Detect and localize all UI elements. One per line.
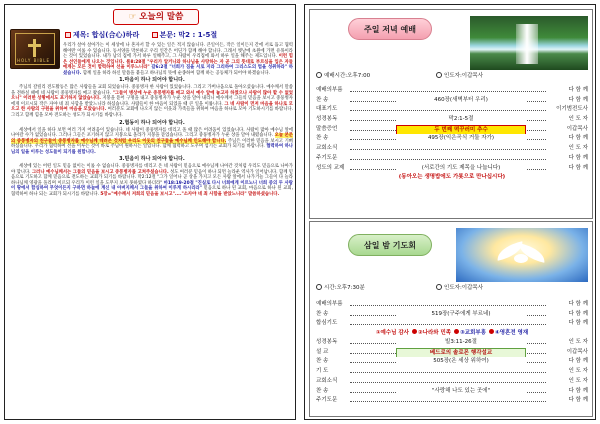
order-item-label: 찬 송 [316,135,329,142]
closing-note: (동아오는 생명밥에도 가룟으로 만나십시다) [398,174,506,181]
order-item-leader: 인 도 자 [567,377,588,387]
order-item-detail: "사랑해 나도 있는 곳에" [396,387,526,397]
sermon-reference: 제목: 합심(合心)하라 본문: 막2 : 1-5절 [65,30,291,41]
order-item-detail: 베드로의 솔로몬 행각설교 [396,348,526,358]
prayer-topic: ②나라와 민족 [417,330,452,337]
leader-dots [350,305,546,306]
order-row [316,396,588,406]
service-time-row: 예배시간:오후7:00 인도자:이갑목사 [316,72,588,81]
person-icon [436,284,442,290]
order-row [316,154,588,164]
sunday-order-list [316,86,588,182]
leader-dots [350,324,546,325]
order-row [316,144,588,154]
order-row [316,125,588,135]
order-item-leader: 다 함 께 [567,154,588,164]
person-icon [436,72,442,78]
sermon-body: 우리가 살아 살아가는 이 세상에 나 혼자서 할 수 있는 일은 적지 않습니다. 큰일이든, 작은 일이든지 간에 서로 돕고 협력해야만 이룰 수 있습니다. 동서양을 막론하고 우리 인간은 어딘가 함께 해야 합니다. 그래서 옛날에 초원에 가면 유목이라는 것이 있었습니다. 내가 남의 집에 가서 하루 일해주고, 그 사람이 우리집에 와서 하루 일을 해주는 제도입니다. 이런 힘은 선인들에게 나오는 것입니다. 롬8:28절 "우리가 알거니와 하나님을 사랑하는 자 곧 그의 뜻대로 부르심을 입은 자들에게는 모든 것이 합력하여 선을 이루느니라" 갈6:2절 "너희가 짐을 서로 지라 그리하여 그리스도의 법을 성취하라" 하셨습니다. 함께 일을 하라 하신 말씀을 붙들고 하나님의 뜻에 순종하여 함께 하는 공동체가 되어야 하겠습니다. 1.마음이 하나 되어야 합니다. 주님의 갈릴리 전도활동은 많은 사람들을 교회 되었습니다. 중풍병자 한 사람이 있었습니다. 그리고 가버나움으로 돌아오셨습니다. 예수께서 말씀을 전하실 때에 네 사람이 중풍병자를 메고 왔습니다. "그들이 병상에 누운 중풍병자를 메고 와서 예수 앞에 놓고자 하였으나 사람이 많아 할 수 없었으니" 이러한 상황에서도 포기하지 않았습니다. 지붕을 뜯어 구멍을 내고 중풍병자가 누운 상을 달아 내리니 예수께서 그들의 믿음을 보시고 중풍병자에게 이르시되 작은 자야 네 죄 사함을 받았느니라 하셨습니다. 사람들이 한 마음이 되었을 때 큰 일을 이룹니다. 그 네 사람이 먼저 마음을 하나로 모으고 한 사람의 구원을 위하여 마음을 모았습니다. 여러분도 교회에 나오지 않는 이웃과 가족들을 위하여 마음을 하나로 모아 기도하시기를 바랍니다. 그리고 함께 힘을 모아 전도하는 성도가 되시기를 바랍니다. 2.협동이 하나 되어야 합니다. 세상에서 일을 하다 보면 여러 가지 어려움이 있습니다. 네 사람이 중풍병자를 데리고 올 때 많은 어려움이 있었습니다. 사람이 많아 예수님 앞에 나아갈 수가 없었습니다. 그러나 그들은 포기하지 않고 지붕으로 올라가 지붕을 뜯었습니다. 그리고 중풍병자가 누운 상을 달아 내렸습니다. 오늘 본문의 중풍병자의 친구들이 중풍병자를 예수님께 데려온 것처럼 우리도 이웃의 친구들을 예수님께 인도해야 합니다. 주님은 이러한 믿음을 보시고 기뻐하셨습니다. 우리가 협력하여 선을 이루는 것이 바로 주님이 원하시는 일입니다. 함께 협력하고 도우며 섬기는 교회가 되기를 바랍니다. 협력하여 하나님의 일을 이루는 성도들이 되기를 원합니다. 3.믿음이 하나 되어야 합니다. 세상에 있는 어떤 일도 믿음 없이는 이룰 수 없습니다. 중풍병자를 데리고 온 네 사람이 믿음으로 예수님께 나아간 것처럼 우리도 믿음으로 나아가야 합니다. 그러나 예수님께서는 그들의 믿음을 보시고 중풍병자를 고쳐주셨습니다. 성도 여러분 믿음이 하나 되면 놀라운 역사가 일어납니다. 함께 믿음으로 기도하고 함께 믿음으로 전도하는 교회가 되기를 바랍니다. 막2:12절 "그가 일어나 곧 상을 가지고 모든 사람 앞에서 나가거늘 그들이 다 놀라 하나님께 영광을 돌리며 이르되 우리가 이런 일을 도무지 보지 못하였다 하더라" 마18:19-20절 "진실로 다시 너희에게 이르노니 너희 중의 두 사람이 땅에서 합심하여 무엇이든지 구하면 하늘에 계신 내 아버지께서 그들을 위하여 이루게 하시리라" 믿음으로 하나 된 교회, 마음으로 하나 된 교회, 협력하여 하나 되는 교회가 되시기를 바랍니다. 5장="예수께서 저희의 믿음을 보시고"...."소자야 네 죄 사함을 받았느니라" 말씀하셨습니다. [11,43,293,198]
order-item-leader: 다 함 께 [567,357,588,367]
order-item-leader: 다 함 께 [567,310,588,320]
prayer-topic: ①예수님 감사 [375,330,409,337]
order-row [316,357,588,367]
clock-icon [316,284,322,290]
order-item-leader: 다 함 께 [567,86,588,96]
order-item-label: 말씀증언 [316,125,338,132]
order-item-detail: (서로간의 기도 제목을 나눕니다) [396,164,526,174]
leader-dots [350,159,546,160]
order-item-label: 대표기도 [316,106,338,113]
order-row [316,134,588,144]
dove-photo [456,228,588,282]
order-item-leader: 이기범전도사 [554,105,588,115]
leader-dots [350,91,546,92]
order-item-label: 찬 송 [316,387,329,394]
order-item-label: 예배의부름 [316,87,343,93]
order-item-leader: 다 함 께 [567,96,588,106]
prayer-topics [316,329,588,338]
worship-order-page [304,4,596,420]
prayer-topic: ③교회부흥 [460,330,487,337]
order-row [316,96,588,106]
order-item-leader: 다 함 께 [567,300,588,310]
order-row [316,377,588,387]
leader-dots [350,382,546,383]
leader-dots [350,401,546,402]
sermon-title: ☞ 오늘의 말씀 [113,9,199,25]
order-row [316,310,588,320]
bible-book-icon: HOLY BIBLE [10,29,60,69]
order-item-leader: 이갑목사 [565,348,588,358]
wednesday-prayer-title: 삼일 밤 기도회 [348,234,432,256]
order-row [316,105,588,115]
order-item-detail: 빌3:11-26절 [396,338,526,348]
order-row [316,338,588,348]
order-item-leader: 이갑목사 [565,125,588,135]
order-row [316,319,588,329]
order-item-label: 주기도문 [316,154,338,161]
order-item-leader: 인 도 자 [567,338,588,348]
section-heading-1: 1.마음이 하나 되어야 합니다. [119,77,185,84]
order-row [316,367,588,377]
section-heading-2: 2.협동이 하나 되어야 합니다. [119,119,185,126]
order-item-detail: 460장(새벽부터 우리) [396,96,526,106]
order-item-label: 성경봉독 [316,116,338,123]
sunday-evening-title: 주일 저녁 예배 [348,18,432,40]
order-item-label: 찬 송 [316,358,329,365]
order-item-label: 기 도 [316,368,329,375]
order-item-leader: 인 도 자 [567,144,588,154]
order-item-detail: 495장(익은곡식 거둘 자가) [396,134,526,144]
order-item-leader: 인 도 자 [567,115,588,125]
order-item-detail: 막2:1-5절 [396,115,526,125]
order-item-label: 합심기도 [316,320,338,327]
order-item-detail: 505장(온 세상 위하여) [396,357,526,367]
order-item-label: 성경봉독 [316,339,338,346]
sermon-page [4,4,296,420]
order-row [316,115,588,125]
order-item-label: 교회소식 [316,145,338,152]
prayer-topic: ④영혼전 영재 [495,330,529,337]
order-row [316,348,588,358]
order-item-leader: 다 함 께 [567,134,588,144]
order-row [316,387,588,397]
wednesday-prayer-panel [309,221,593,417]
order-item-leader: 다 함 께 [567,164,588,174]
order-item-detail: 519장(구주에게 부르네) [396,310,526,320]
order-row [316,86,588,96]
order-item-label: 찬 송 [316,310,329,317]
order-item-label: 설 교 [316,348,329,355]
section-heading-3: 3.믿음이 하나 되어야 합니다. [119,156,185,163]
leader-dots [350,372,546,373]
order-item-label: 주기도문 [316,397,338,404]
order-item-leader: 다 함 께 [567,319,588,329]
sunday-evening-panel [309,9,593,219]
prayer-order-list [316,300,588,406]
order-item-detail: 두 번째 떡꾸러미 추수 [396,125,526,135]
order-item-label: 성도의 교제 [316,164,345,171]
waterfall-photo [470,16,588,70]
leader-dots [350,110,546,111]
order-item-leader: 다 함 께 [567,387,588,397]
order-item-label: 예배의부름 [316,301,343,307]
order-row [316,164,588,174]
order-row [316,300,588,310]
order-item-leader: 인 도 자 [567,367,588,377]
clock-icon [316,72,322,78]
order-item-leader: 다 함 께 [567,396,588,406]
leader-dots [350,149,546,150]
prayer-time-row: 시간:오후7:30분 인도자:이갑목사 [316,284,588,293]
order-item-label: 교회소식 [316,377,338,384]
order-item-label: 찬 송 [316,96,329,103]
